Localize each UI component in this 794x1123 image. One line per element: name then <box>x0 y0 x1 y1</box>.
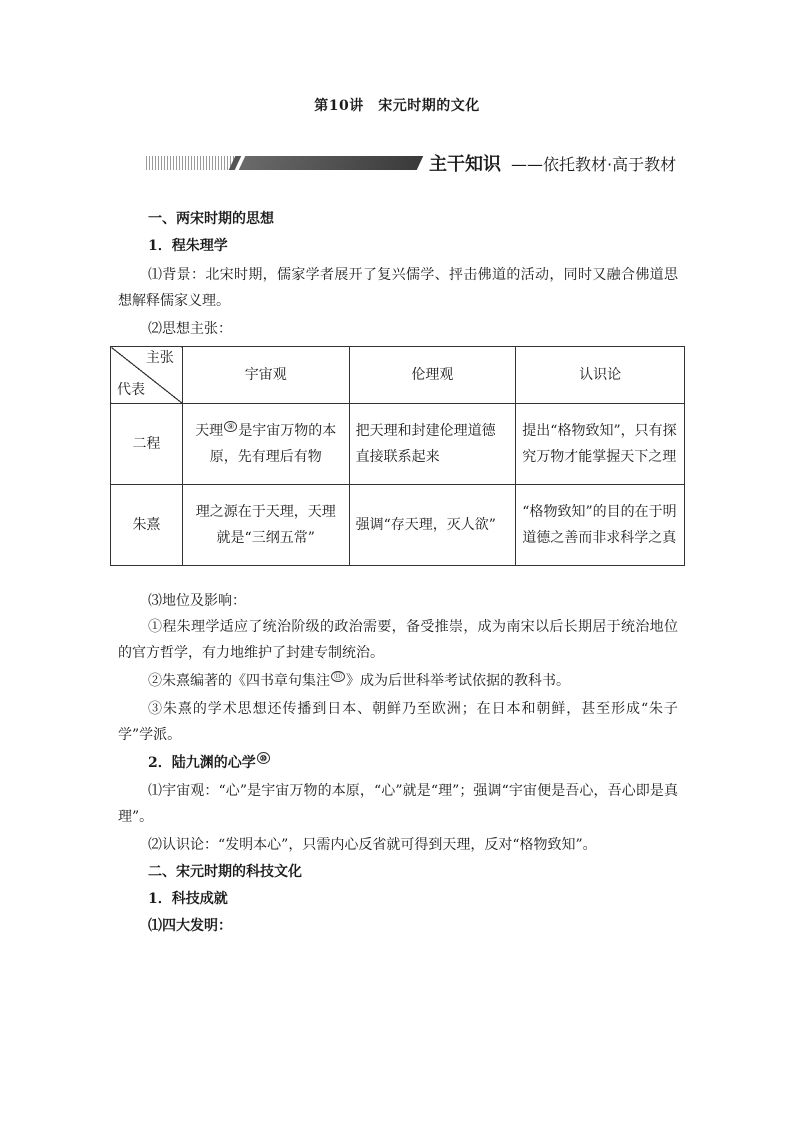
cosmology-rest: 是宇宙万物的本原，先有理后有物 <box>209 423 337 465</box>
table-row <box>111 404 685 485</box>
page-title: 第10讲 宋元时期的文化 <box>314 98 480 114</box>
table-header-row <box>111 347 685 404</box>
status-item-2 <box>118 668 678 694</box>
section-heading-2: 二、宋元时期的科技文化 <box>148 864 302 880</box>
subheading-science: 1．科技成就 <box>148 891 228 907</box>
footnote-marker: ⑪ <box>331 671 345 682</box>
subheading-lu-text: 2．陆九渊的心学 <box>148 755 256 771</box>
table-cell-ethics: 强调“存天理，灭人欲” <box>349 485 516 566</box>
background-paragraph: ⑴背景：北宋时期，儒家学者展开了复兴儒学、抨击佛道的活动，同时又融合佛道思想解释儒家义理。 <box>118 267 678 309</box>
table-header-cell: 认识论 <box>516 347 685 404</box>
table-cell-cosmology: 理之源在于天理，天理就是“三纲五常” <box>182 485 349 566</box>
table-cell-epistemology: 提出“格物致知”，只有探究万物才能掌握天下之理 <box>516 404 685 485</box>
banner-stripe-decoration <box>146 156 236 170</box>
ideas-table <box>110 346 685 566</box>
table-cell-epistemology: “格物致知”的目的在于明道德之善而非求科学之真 <box>516 485 685 566</box>
table-cell-cosmology <box>182 404 349 485</box>
lu-epistemology: ⑵认识论：“发明本心”，只需内心反省就可得到天理，反对“格物致知”。 <box>148 837 597 853</box>
corner-bottom-label: 代表 <box>117 382 145 398</box>
status-item-2-end: 》成为后世科举考试依据的教科书。 <box>346 673 570 689</box>
table-cell-ethics: 把天理和封建伦理道德直接联系起来 <box>349 404 516 485</box>
four-inventions-label: ⑴四大发明： <box>148 918 232 934</box>
cosmology-term: 天理 <box>195 423 224 439</box>
footnote-marker: ⑨ <box>224 421 237 432</box>
banner-heading: 主干知识 <box>429 154 501 175</box>
table-cell-representative: 二程 <box>111 404 183 485</box>
banner-subtitle: ——依托教材·高于教材 <box>511 155 677 174</box>
subheading-cheng-zhu: 1．程朱理学 <box>148 238 228 254</box>
section-heading-1: 一、两宋时期的思想 <box>148 211 274 227</box>
section-banner <box>146 150 677 176</box>
banner-bar-decoration <box>239 156 424 170</box>
table-row <box>111 485 685 566</box>
table-cell-representative: 朱熹 <box>111 485 183 566</box>
table-header-cell: 宇宙观 <box>182 347 349 404</box>
corner-top-label: 主张 <box>145 350 174 366</box>
lu-cosmology: ⑴宇宙观：“心”是宇宙万物的本原，“心”就是“理”；强调“宇宙便是吾心，吾心即是真理”。 <box>118 783 678 825</box>
status-label: ⑶地位及影响： <box>148 593 246 609</box>
table-corner-cell <box>111 347 183 404</box>
subheading-lu-jiuyuan <box>148 750 271 776</box>
ideas-label: ⑵思想主张： <box>148 321 232 337</box>
status-item-3: ③朱熹的学术思想还传播到日本、朝鲜乃至欧洲；在日本和朝鲜，甚至形成“朱子学”学派。 <box>118 701 678 743</box>
footnote-marker: ⑩ <box>257 752 270 764</box>
status-item-2-start: ②朱熹编著的《四书章句集注 <box>148 673 330 689</box>
table-header-cell: 伦理观 <box>349 347 516 404</box>
status-item-1: ①程朱理学适应了统治阶级的政治需要，备受推崇，成为南宋以后长期居于统治地位的官方哲学，有力地维护了封建专制统治。 <box>118 619 678 661</box>
